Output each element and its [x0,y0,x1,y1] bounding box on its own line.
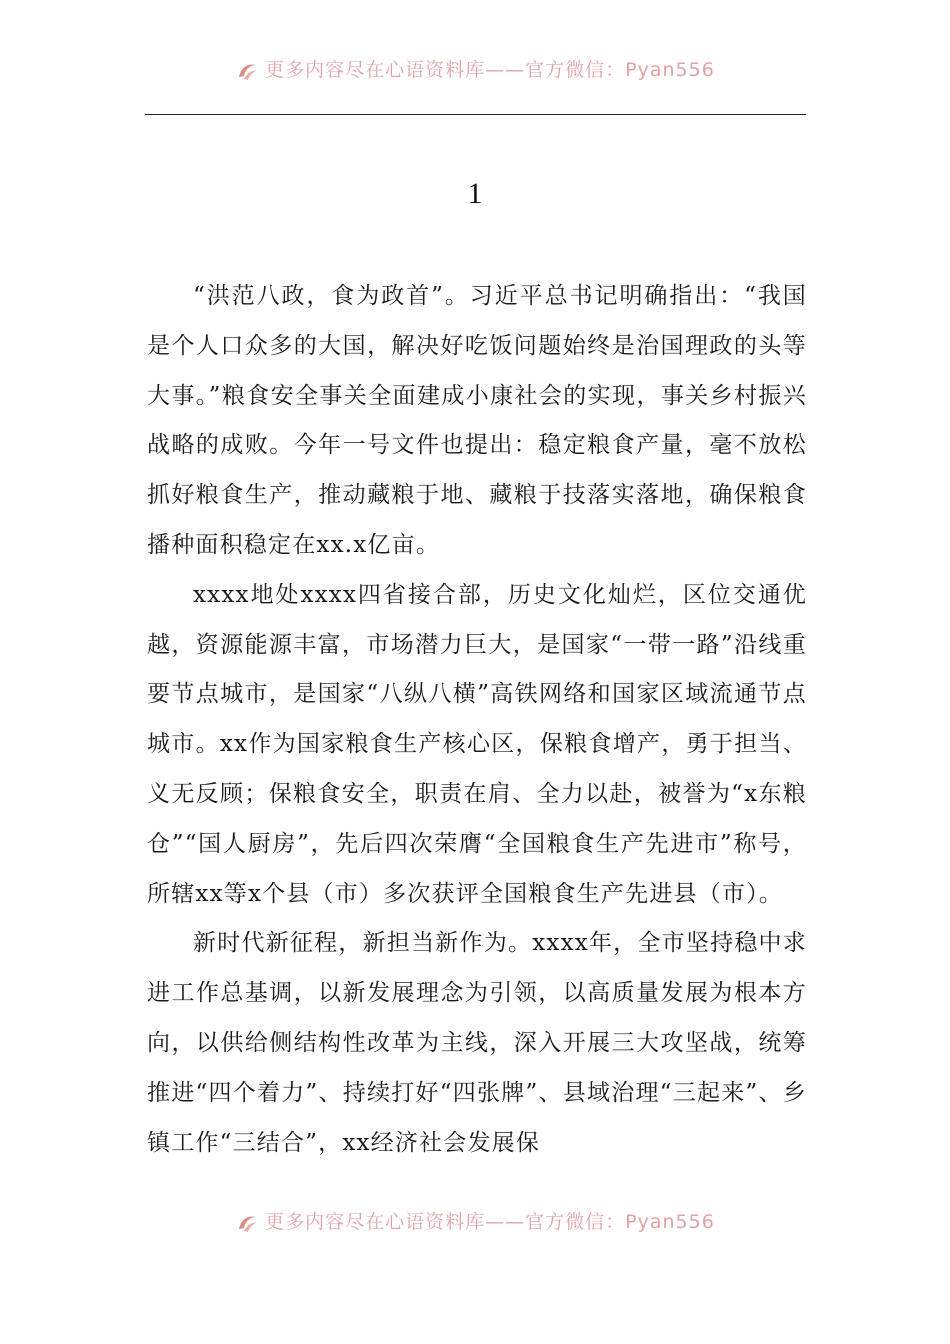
document-body [147,272,807,1168]
logo-icon [235,59,259,83]
header-watermark [0,57,950,83]
paragraph-3: 新时代新征程，新担当新作为。xxxx年，全市坚持稳中求进工作总基调，以新发展理念为引领，以高质量发展为根本方向，以供给侧结构性改革为主线，深入开展三大攻坚战，统筹推进“四个着力”、持续打好“四张牌”、县域治理“三起来”、乡镇工作“三结合”，xx经济社会发展保 [147,930,807,1156]
header-divider [145,114,806,115]
paragraph-1: “洪范八政，食为政首”。习近平总书记明确指出：“我国是个人口众多的大国，解决好吃饭问题始终是治国理政的头等大事。”粮食安全事关全面建成小康社会的实现，事关乡村振兴战略的成败。今年一号文件也提出：稳定粮食产量，毫不放松抓好粮食生产，推动藏粮于地、藏粮于技落实落地，确保粮食播种面积稳定在xx.x亿亩。 [147,283,807,558]
page-number: 1 [467,177,483,210]
paragraph-2: xxxx地处xxxx四省接合部，历史文化灿烂，区位交通优越，资源能源丰富，市场潜力巨大，是国家“一带一路”沿线重要节点城市，是国家“八纵八横”高铁网络和国家区域流通节点城市。xx作为国家粮食生产核心区，保粮食增产，勇于担当、义无反顾；保粮食安全，职责在肩、全力以赴，被誉为“x东粮仓”“国人厨房”，先后四次荣膺“全国粮食生产先进市”称号，所辖xx等x个县（市）多次获评全国粮食生产先进县（市）。 [147,581,807,907]
logo-icon [235,1211,259,1235]
watermark-text: 更多内容尽在心语资料库——官方微信：Pyan556 [265,59,715,81]
watermark-text: 更多内容尽在心语资料库——官方微信：Pyan556 [265,1211,715,1233]
footer-watermark [0,1209,950,1235]
